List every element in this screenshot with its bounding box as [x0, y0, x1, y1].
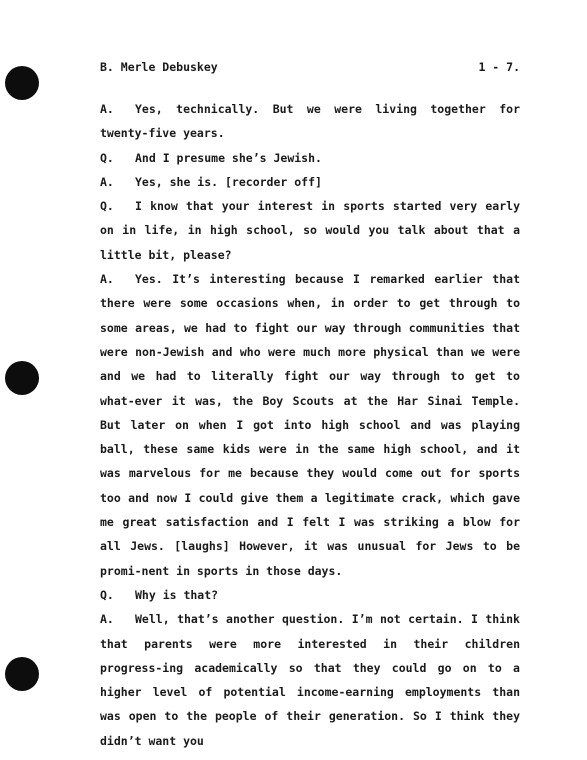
transcript-entry	[100, 607, 520, 753]
entry-text: Well, that’s another question. I’m not certain. I think that parents were more interested in their children progress-ing academically so that they could go on to a higher level of potential income-earning employments than was open to the people of their generation. So I think they didn’t want you	[100, 612, 520, 748]
entry-text: Why is that?	[135, 587, 219, 602]
transcript-body	[100, 97, 520, 753]
interviewee-name: B. Merle Debuskey	[100, 60, 218, 74]
speaker-label: Q.	[100, 199, 114, 214]
transcript-page	[100, 60, 520, 753]
speaker-label: Q.	[100, 587, 114, 602]
entry-text: And I presume she’s Jewish.	[135, 150, 322, 165]
entry-text: I know that your interest in sports started very early on in life, in high school, so would you talk about that a little bit, please?	[100, 199, 520, 262]
binder-hole-middle	[5, 361, 39, 395]
transcript-entry	[100, 583, 520, 607]
transcript-entry	[100, 267, 520, 583]
speaker-label: A.	[100, 174, 114, 189]
entry-text: Yes. It’s interesting because I remarked earlier that there were some occasions when, in order to get through to some areas, we had to fight our way through communities that were non-Jewish and who were much more physical than we were and we had to literally fight our way through to get to what-ever it was, the Boy Scouts at the Har Sinai Temple. But later on when I got into high school and was playing ball, these same kids were in the same high school, and it was marvelous for me because they would come out for sports too and now I could give them a legitimate crack, which gave me great satisfaction and I felt I was striking a blow for all Jews. [laughs] However, it was unusual for Jews to be promi-nent in sports in those days.	[100, 272, 520, 578]
speaker-label: Q.	[100, 150, 114, 165]
transcript-entry	[100, 146, 520, 170]
speaker-label: A.	[100, 102, 114, 116]
entry-text: Yes, technically. But we were living together for twenty-five years.	[100, 102, 520, 141]
entry-text: Yes, she is. [recorder off]	[135, 174, 322, 189]
page-number: 1 - 7.	[478, 60, 520, 74]
page-header	[100, 60, 520, 80]
speaker-label: A.	[100, 612, 114, 627]
binder-hole-top	[5, 66, 39, 100]
transcript-entry	[100, 194, 520, 267]
transcript-entry	[100, 170, 520, 194]
transcript-entry	[100, 97, 520, 146]
binder-hole-bottom	[5, 657, 39, 691]
speaker-label: A.	[100, 272, 114, 287]
